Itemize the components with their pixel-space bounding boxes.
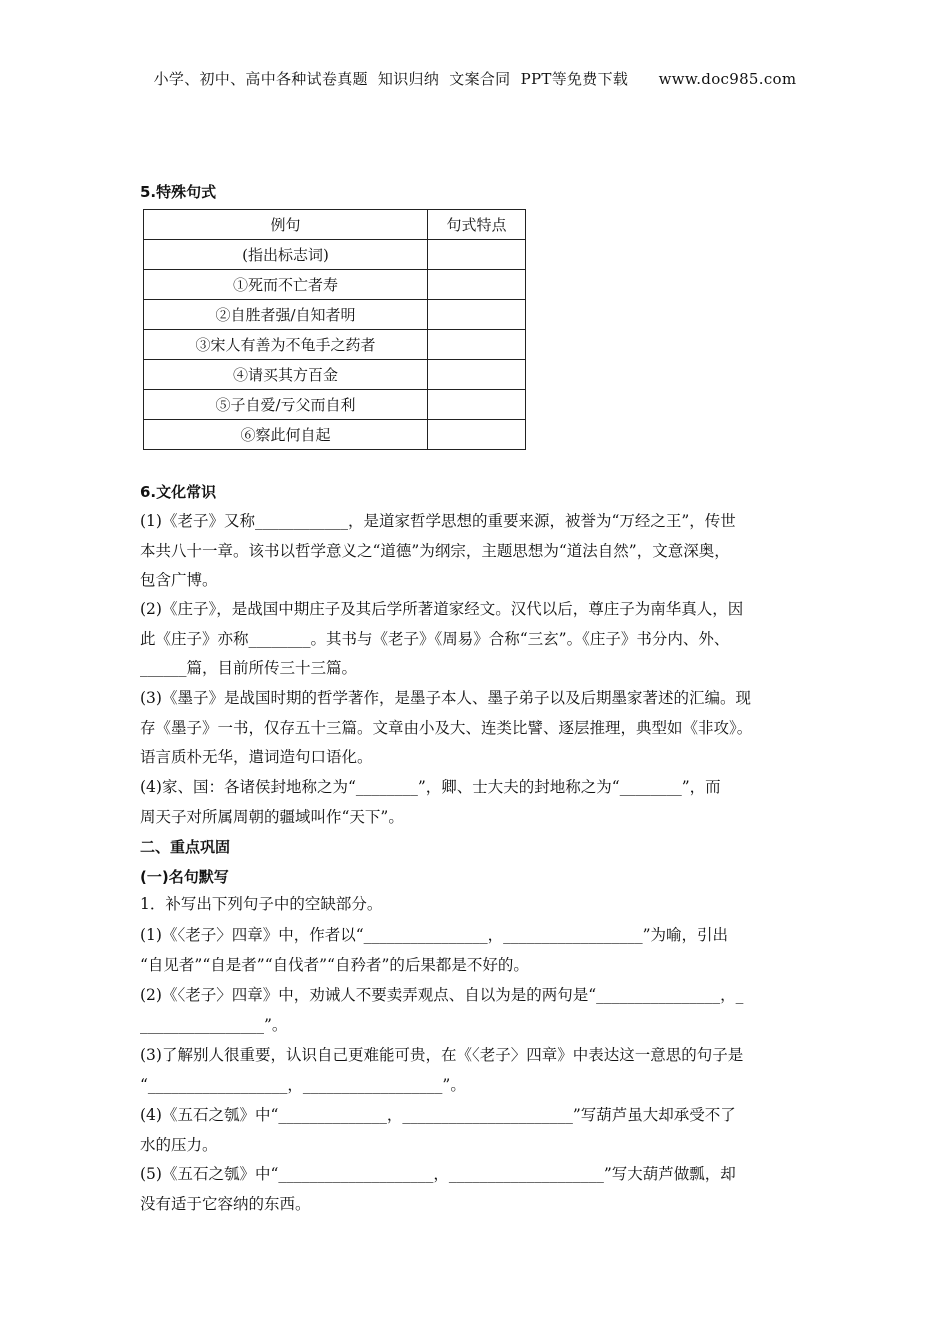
table-cell: ⑤子自爱/亏父而自利	[144, 390, 428, 420]
sentence-pattern-table	[143, 209, 526, 450]
table-row	[144, 300, 526, 330]
part-2-title: 二、重点巩固	[140, 838, 231, 856]
text-line: (1)《〈老子〉四章》中，作者以“________________，__________________”为喻，引出	[140, 926, 729, 944]
text-line: (4)《五石之瓠》中“______________，______________________”写葫芦虽大却承受不了	[140, 1106, 736, 1124]
table-cell-blank	[428, 360, 526, 390]
text-line: (3)了解别人很重要，认识自己更难能可贵，在《〈老子〉四章》中表达这一意思的句子是	[140, 1046, 744, 1064]
text-line: (5)《五石之瓠》中“____________________，____________________”写大葫芦做瓢，却	[140, 1165, 736, 1183]
text-line: 语言质朴无华，遣词造句口语化。	[140, 748, 373, 766]
table-cell: (指出标志词)	[144, 240, 428, 270]
table-cell: ⑥察此何自起	[144, 420, 428, 450]
text-line: (2)《〈老子〉四章》中，劝诫人不要卖弄观点、自以为是的两句是“________________，_	[140, 986, 744, 1004]
paragraph-1	[140, 507, 812, 596]
table-row	[144, 420, 526, 450]
table-header-cell: 句式特点	[428, 210, 526, 240]
table-cell-blank	[428, 420, 526, 450]
paragraph-4	[140, 773, 812, 832]
table-row	[144, 390, 526, 420]
table-row	[144, 360, 526, 390]
question-1	[140, 921, 812, 980]
question-4	[140, 1101, 812, 1160]
table-row	[144, 240, 526, 270]
table-cell-blank	[428, 240, 526, 270]
paragraph-2	[140, 595, 812, 684]
text-line: (4)家、国：各诸侯封地称之为“________”，卿、士大夫的封地称之为“________”，而	[140, 778, 721, 796]
table-cell: ④请买其方百金	[144, 360, 428, 390]
text-line: 包含广博。	[140, 571, 218, 589]
text-line: (1)《老子》又称____________，是道家哲学思想的重要来源，被誉为“万经之王”，传世	[140, 512, 736, 530]
text-line: 水的压力。	[140, 1135, 218, 1154]
table-header-cell: 例句	[144, 210, 428, 240]
subsection-title: (一)名句默写	[140, 868, 229, 886]
text-line: “__________________，__________________”。	[140, 1075, 466, 1094]
text-line: 本共八十一章。该书以哲学意义之“道德”为纲宗，主题思想为“道法自然”，文意深奥，	[140, 541, 730, 560]
text-line: (2)《庄子》，是战国中期庄子及其后学所著道家经文。汉代以后，尊庄子为南华真人，因	[140, 600, 744, 618]
page-header: 小学、初中、高中各种试卷真题 知识归纳 文案合同 PPT等免费下载 www.doc985.com	[153, 70, 797, 88]
text-line: (3)《墨子》是战国时期的哲学著作，是墨子本人、墨子弟子以及后期墨家著述的汇编。现	[140, 689, 751, 707]
text-line: “自见者”“自是者”“自伐者”“自矜者”的后果都是不好的。	[140, 955, 529, 974]
table-cell-blank	[428, 300, 526, 330]
table-row	[144, 270, 526, 300]
text-line: ______篇，目前所传三十三篇。	[140, 659, 358, 677]
question-intro	[140, 890, 812, 920]
table-cell: ③宋人有善为不龟手之药者	[144, 330, 428, 360]
question-2	[140, 981, 812, 1040]
table-header-row	[144, 210, 526, 240]
table-cell-blank	[428, 270, 526, 300]
table-row	[144, 330, 526, 360]
question-5	[140, 1160, 812, 1219]
text-line: ________________”。	[140, 1015, 288, 1034]
table-cell: ①死而不亡者寿	[144, 270, 428, 300]
table-cell-blank	[428, 390, 526, 420]
text-line: 此《庄子》亦称________。其书与《老子》《周易》合称“三玄”。《庄子》书分内、外、	[140, 629, 730, 648]
text-line: 1．补写出下列句子中的空缺部分。	[140, 895, 383, 913]
table-cell: ②自胜者强/自知者明	[144, 300, 428, 330]
question-3	[140, 1041, 812, 1100]
text-line: 没有适于它容纳的东西。	[140, 1194, 311, 1213]
section-5-title: 5.特殊句式	[140, 183, 217, 201]
text-line: 周天子对所属周朝的疆域叫作“天下”。	[140, 807, 404, 826]
table-cell-blank	[428, 330, 526, 360]
text-line: 存《墨子》一书，仅存五十三篇。文章由小及大、连类比譬、逐层推理，典型如《非攻》。	[140, 718, 753, 737]
paragraph-3	[140, 684, 812, 773]
section-6-title: 6.文化常识	[140, 483, 217, 501]
